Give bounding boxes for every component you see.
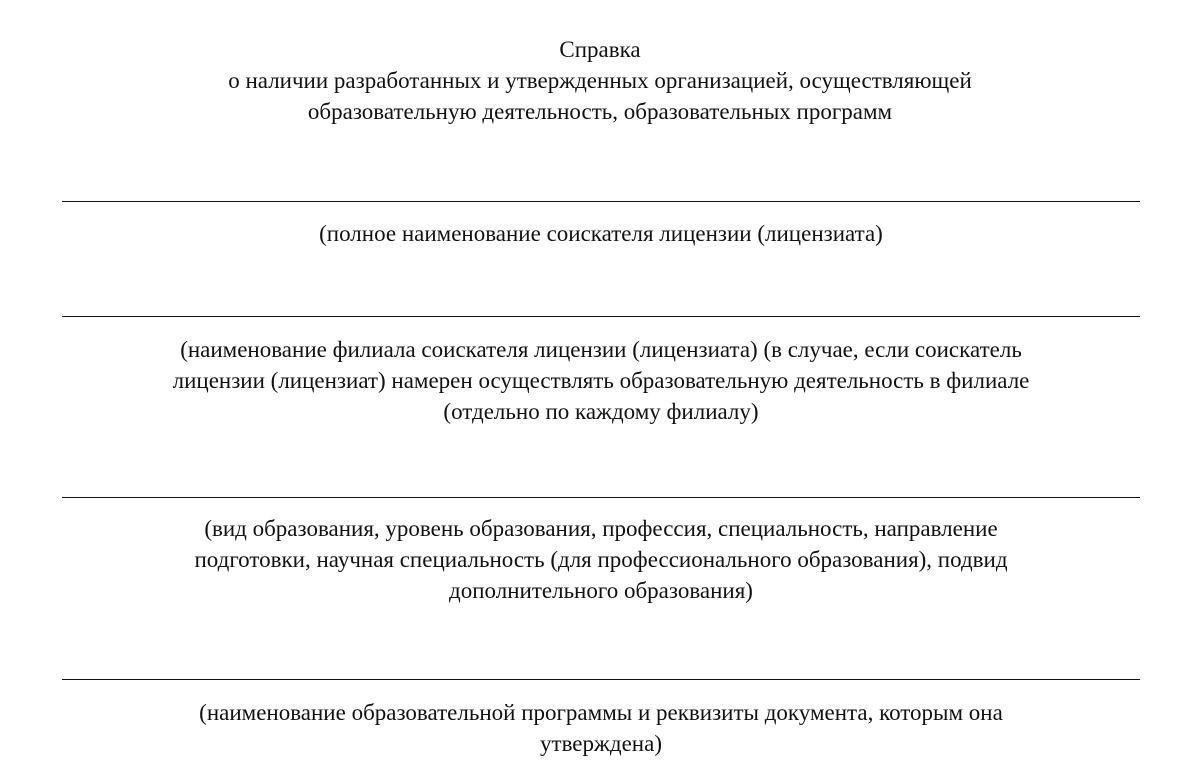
- caption-line: лицензии (лицензиат) намерен осуществлять образовательную деятельность в филиале: [172, 368, 1030, 393]
- caption-line: (наименование филиала соискателя лицензии (лицензиата) (в случае, если соискатель: [180, 337, 1022, 362]
- blank-line-education-type: [62, 497, 1140, 498]
- caption-applicant-name: [62, 218, 1140, 249]
- caption-line: (наименование образовательной программы и реквизиты документа, которым она: [199, 700, 1003, 725]
- caption-program-name: [62, 697, 1140, 759]
- caption-line: утверждена): [540, 731, 662, 756]
- caption-line: (полное наименование соискателя лицензии (лицензиата): [319, 221, 883, 246]
- caption-line: дополнительного образования): [449, 578, 753, 603]
- document-subtitle-line: о наличии разработанных и утвержденных организацией, осуществляющей: [228, 68, 972, 93]
- document-heading: [100, 34, 1100, 127]
- blank-line-applicant-name: [62, 201, 1140, 202]
- caption-branch-name: [62, 334, 1140, 427]
- caption-line: (вид образования, уровень образования, профессия, специальность, направление: [204, 516, 998, 541]
- blank-line-program-name: [62, 679, 1140, 680]
- document-title: Справка: [559, 37, 641, 62]
- caption-line: подготовки, научная специальность (для профессионального образования), подвид: [194, 547, 1008, 572]
- caption-education-type: [62, 513, 1140, 606]
- document-subtitle-line: образовательную деятельность, образовательных программ: [307, 99, 893, 124]
- blank-line-branch-name: [62, 316, 1140, 317]
- caption-line: (отдельно по каждому филиалу): [443, 399, 759, 424]
